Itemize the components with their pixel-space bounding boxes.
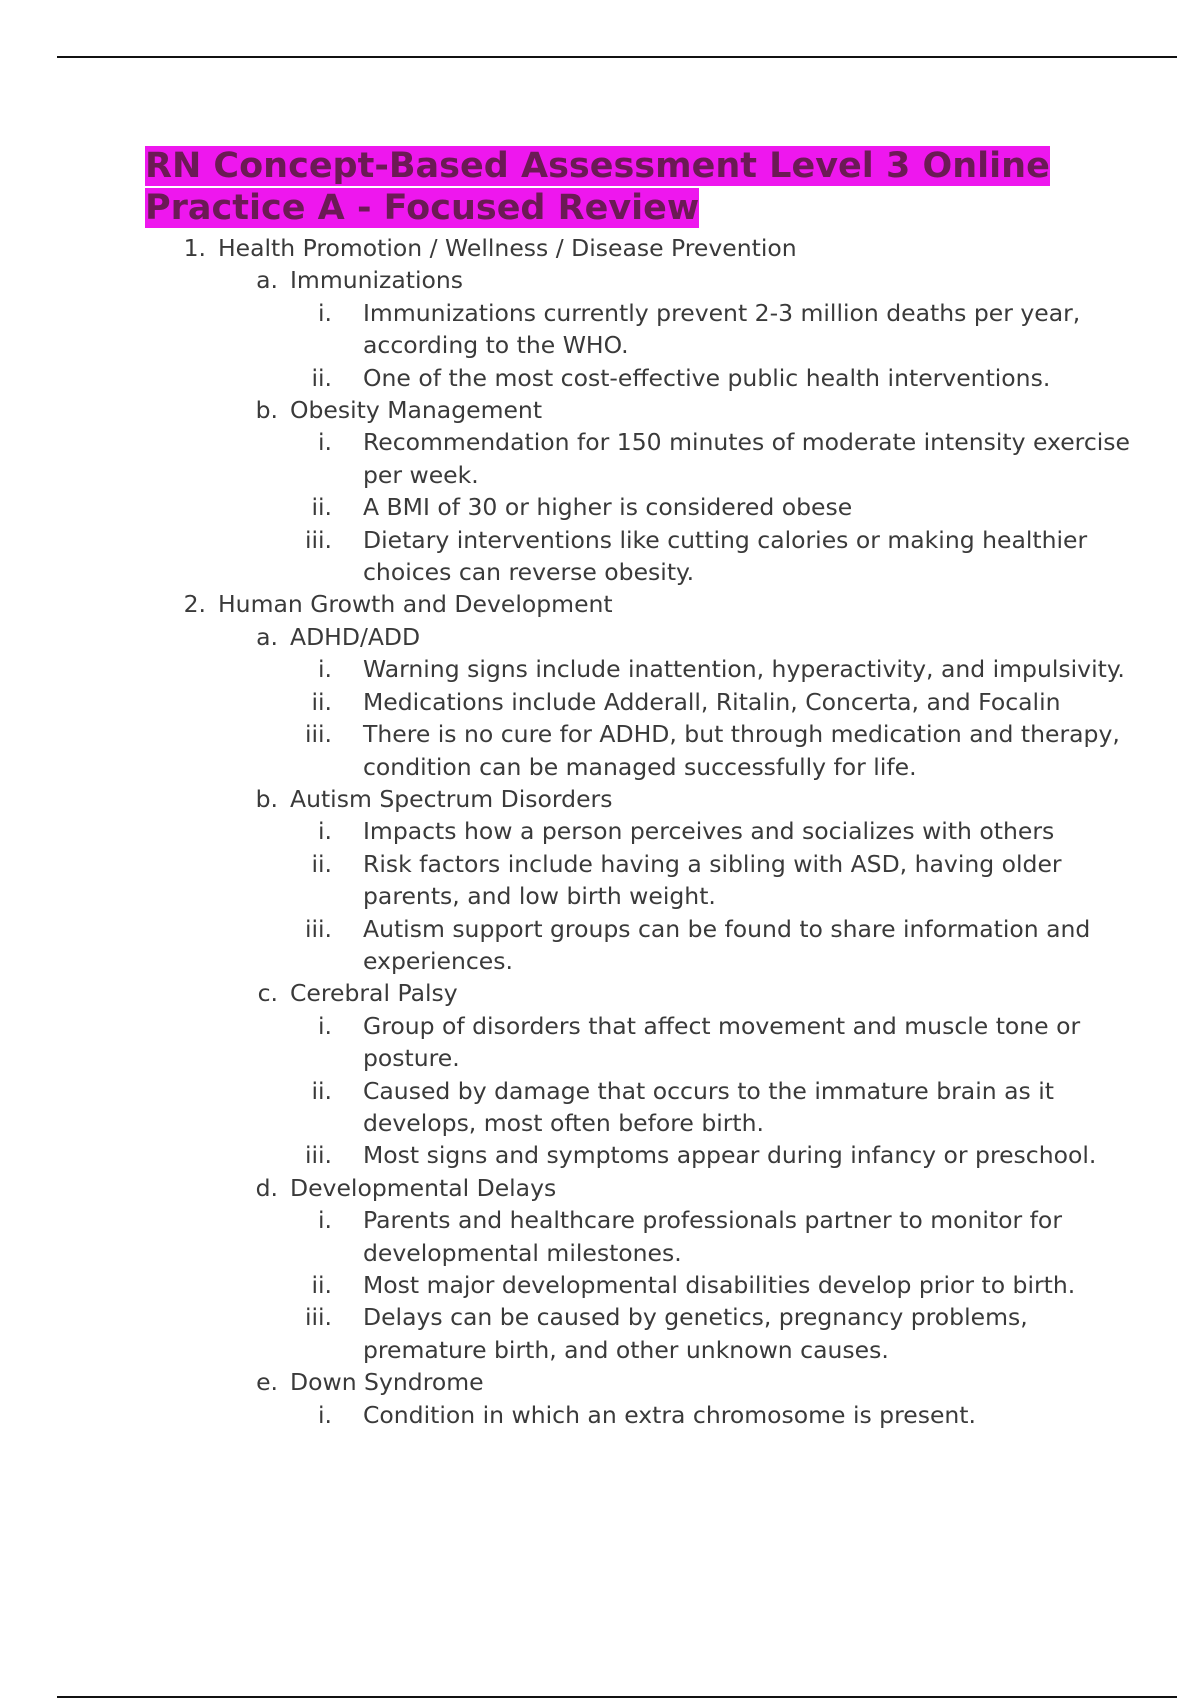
subsection-heading-text: Immunizations (290, 266, 464, 295)
subsection-heading (0, 1172, 1200, 1204)
list-item (0, 491, 1200, 523)
subsection-heading (0, 264, 1200, 296)
list-marker: i. (318, 655, 332, 684)
list-item-text: There is no cure for ADHD, but through medication and therapy, condition can be managed successfully for life. (363, 720, 1120, 781)
list-item-text: Condition in which an extra chromosome is present. (363, 1400, 976, 1429)
list-marker: e. (256, 1368, 278, 1397)
title-line-2: Practice A - Focused Review (145, 188, 700, 228)
list-marker: iii. (304, 1141, 332, 1170)
list-marker: d. (255, 1173, 278, 1202)
list-item (0, 653, 1200, 685)
subsection-heading (0, 1366, 1200, 1398)
subsection-heading (0, 977, 1200, 1009)
list-item (0, 1010, 1200, 1075)
list-marker: a. (256, 622, 278, 651)
list-item (0, 1139, 1200, 1171)
list-marker: ii. (311, 493, 332, 522)
subsection-heading (0, 783, 1200, 815)
list-item (0, 913, 1200, 978)
list-item (0, 1075, 1200, 1140)
subsection-heading-text: Autism Spectrum Disorders (290, 784, 613, 813)
list-marker: ii. (311, 849, 332, 878)
subsection-heading-text: Obesity Management (290, 396, 543, 425)
subsection-heading-text: Down Syndrome (290, 1368, 484, 1397)
subsection-heading (0, 394, 1200, 426)
list-marker: ii. (311, 1271, 332, 1299)
page-title (145, 145, 1050, 229)
list-item-text: Impacts how a person perceives and socializes with others (363, 817, 1055, 846)
list-item-text: Autism support groups can be found to share information and experiences. (363, 914, 1091, 975)
subsection-heading-text: Cerebral Palsy (290, 979, 458, 1008)
subsection-heading (0, 621, 1200, 653)
list-item-text: Warning signs include inattention, hyperactivity, and impulsivity. (363, 655, 1125, 684)
list-item-text: Most major developmental disabilities develop prior to birth. (363, 1271, 1076, 1299)
subsection-heading-text: ADHD/ADD (290, 622, 421, 651)
subsection-heading-text: Developmental Delays (290, 1173, 557, 1202)
list-item-text: Group of disorders that affect movement and muscle tone or posture. (363, 1011, 1081, 1073)
list-item (0, 815, 1200, 847)
bottom-rule (57, 1696, 1177, 1698)
list-item (0, 297, 1200, 362)
list-marker: ii. (311, 363, 332, 392)
list-marker: iii. (304, 1303, 332, 1332)
list-item (0, 426, 1200, 491)
list-item-text: Dietary interventions like cutting calories or making healthier choices can reverse obesity. (363, 525, 1088, 587)
list-marker: i. (318, 817, 332, 846)
list-marker: i. (318, 1400, 332, 1429)
list-item (0, 524, 1200, 589)
list-item (0, 362, 1200, 394)
section-heading-text: Health Promotion / Wellness / Disease Prevention (218, 234, 797, 262)
list-marker: c. (257, 979, 278, 1008)
list-item-text: Parents and healthcare professionals partner to monitor for developmental milestones. (363, 1206, 1062, 1267)
list-item-text: Immunizations currently prevent 2-3 million deaths per year, according to the WHO. (363, 298, 1081, 360)
list-marker: i. (318, 1206, 332, 1235)
section-heading (0, 588, 1200, 620)
list-marker: b. (255, 396, 278, 425)
section-heading (0, 232, 1200, 264)
list-item-text: A BMI of 30 or higher is considered obese (363, 493, 853, 522)
list-item-text: Recommendation for 150 minutes of moderate intensity exercise per week. (363, 428, 1130, 489)
list-marker: iii. (304, 525, 332, 554)
list-item (0, 1301, 1200, 1366)
list-item-text: Risk factors include having a sibling with ASD, having older parents, and low birth weight. (363, 849, 1062, 911)
list-marker: i. (318, 428, 332, 457)
list-item (0, 848, 1200, 913)
list-item (0, 1204, 1200, 1269)
list-item-text: Delays can be caused by genetics, pregnancy problems, premature birth, and other unknown causes. (363, 1303, 1028, 1364)
list-marker: i. (318, 298, 332, 327)
list-item (0, 1399, 1200, 1431)
list-item-text: One of the most cost-effective public health interventions. (363, 363, 1051, 392)
list-marker: iii. (304, 720, 332, 749)
list-marker: a. (256, 266, 278, 295)
list-marker: 1. (183, 234, 206, 262)
list-marker: b. (255, 784, 278, 813)
list-marker: i. (318, 1011, 332, 1040)
list-item (0, 718, 1200, 783)
top-rule (57, 56, 1177, 58)
title-line-1: RN Concept-Based Assessment Level 3 Online (145, 146, 1050, 186)
section-heading-text: Human Growth and Development (218, 590, 613, 619)
list-item (0, 686, 1200, 718)
review-outline (0, 232, 1200, 1431)
list-item-text: Caused by damage that occurs to the immature brain as it develops, most often before birth. (363, 1076, 1054, 1137)
list-marker: 2. (183, 590, 206, 619)
list-item-text: Medications include Adderall, Ritalin, Concerta, and Focalin (363, 687, 1061, 716)
list-item-text: Most signs and symptoms appear during infancy or preschool. (363, 1141, 1097, 1170)
list-marker: iii. (304, 914, 332, 943)
list-marker: ii. (311, 687, 332, 716)
list-marker: ii. (311, 1076, 332, 1105)
list-item (0, 1269, 1200, 1301)
